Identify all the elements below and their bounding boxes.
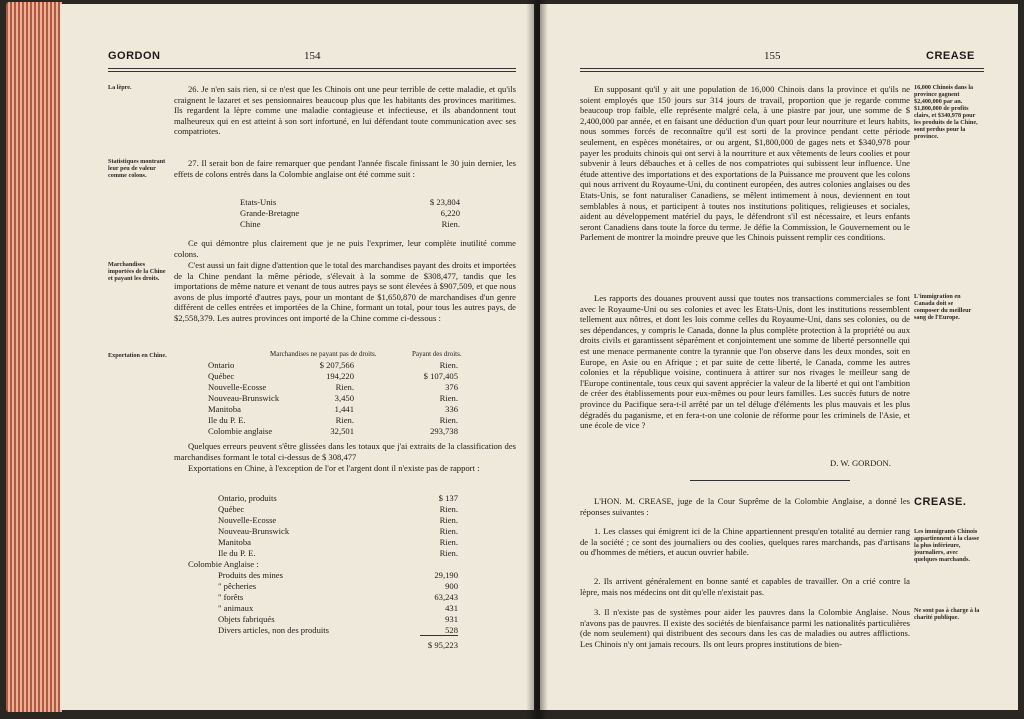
- answer-2: 2. Ils arrivent généralement en bonne santé et capables de travailler. On a crié contre la lèpre, mais nos médecins ont dit qu'elle n'existait pas.: [580, 576, 910, 597]
- table-row-duty: Rien.: [439, 393, 458, 403]
- header-rule: [580, 68, 984, 69]
- export-row-label: Québec: [218, 504, 245, 514]
- table-row-free: 194,220: [326, 371, 354, 381]
- export-row-label: Manitoba: [218, 537, 251, 547]
- cb-row-value: 528: [445, 625, 458, 635]
- export-row-value: Rien.: [439, 504, 458, 514]
- right-page: [540, 4, 1018, 710]
- export-row-value: $ 137: [438, 493, 458, 503]
- colons-label: Chine: [240, 219, 261, 229]
- table-row-free: 32,501: [330, 426, 354, 436]
- paragraph-erreurs: Quelques erreurs peuvent s'être glissées dans les totaux que j'ai extraits de la classification des marchandises formant le total ci-dessus de $ 308,477: [174, 441, 516, 462]
- cb-row-value: 29,190: [434, 570, 458, 580]
- export-row-value: Rien.: [439, 515, 458, 525]
- cb-row-value: 63,243: [434, 592, 458, 602]
- table-header-free: Marchandises ne payant pas de droits.: [270, 350, 377, 358]
- paragraph-27: 27. Il serait bon de faire remarquer que pendant l'année fiscale finissant le 30 juin dernier, les effets de colons entrés dans la Colombie anglaise ont été comme suit :: [174, 158, 516, 179]
- table-row-duty: 376: [445, 382, 458, 392]
- page-number-left: 154: [304, 50, 321, 62]
- export-row-label: Nouvelle-Ecosse: [218, 515, 277, 525]
- export-row-value: Rien.: [439, 537, 458, 547]
- export-row-label: Nouveau-Brunswick: [218, 526, 290, 536]
- paragraph-demontre: Ce qui démontre plus clairement que je ne puis l'exprimer, leur complète inutilité comme colons.: [174, 238, 516, 259]
- margin-note-stats: Statistiques montrant leur peu de valeur comme colons.: [108, 158, 166, 179]
- colons-value: 6,220: [440, 208, 460, 218]
- table-row-free: 3,450: [334, 393, 354, 403]
- answer-1: 1. Les classes qui émigrent ici de la Chine appartiennent presqu'en totalité au dernier rang de la société ; ce sont des journaliers ou des coolies, quelques rares marchands, pas d'artisans ou d'hommes de métiers, et aucun ouvrier habile.: [580, 526, 910, 558]
- margin-note-crease: CREASE.: [914, 496, 967, 508]
- margin-note-lepre: La lèpre.: [108, 84, 132, 91]
- header-rule: [108, 68, 516, 69]
- table-row-province: Québec: [208, 371, 235, 381]
- margin-note-merch: Marchandises importées de la Chine et payant les droits.: [108, 261, 166, 282]
- margin-note-immigration: L'immigration en Canada doit se composer du meilleur sang de l'Europe.: [914, 293, 972, 321]
- margin-note-export: Exportation en Chine.: [108, 352, 167, 359]
- cb-row-label: " animaux: [218, 603, 254, 613]
- table-row-province: Nouveau-Brunswick: [208, 393, 280, 403]
- paragraph-population: En supposant qu'il y ait une population de 16,000 Chinois dans la province et qu'ils ne soient employés que 150 jours sur 314 jours de travail, proportion que je regarde comme beaucoup trop faible, elle représente malgré cela, à une piastre par jour, une somme de $ 2,400,000 par année, et en faisant une déduction d'un quart pour leur nourriture et leurs habits, nous sommes forcés de reconnaître qu'il est sorti de la province pendant cette période seulement, en espèces monétaires, or ou argent, $1,800,000 de gages nets et $340,978 pour payer les produits chinois qui ont servi à la nourriture et aux vêtements de leurs coolies et pour subvenir à leurs débauches et à celles de nos compatriotes qui subissent leur influence. Une étude attentive des importations et des exportations de la Puissance me prouvent que les colons qui nous arrivent du Royaume-Uni, du continent européen, des autres colonies anglaises ou des Etats-Unis, se font naturaliser Canadiens, se mêlent intimement à nous, deviennent en tout semblables à nous, et participent à toutes nos institutions politiques, religieuses et sociales, aident au développement matériel du pays, le défendront s'il est nécessaire, et leurs enfants seront Canadiens dans toute la force du terme. Je défie la Commission, le Gouvernement ou le Parlement de montrer la moindre preuve que les Chinois puissent remplir ces conditions.: [580, 84, 910, 243]
- paragraph-attention: C'est aussi un fait digne d'attention que le total des marchandises payant des droits et importées de la Chine pendant la même période, s'élevait à la somme de $308,477, tandis que les importations de même nature et venant de tous autres pays se sont élevées à $907,509, et que nous avons de plus importé d'autres pays, pour un montant de $1,650,870 de marchandises d'un genre différent de celles entrées et importées de la Chine, formant un total, pour tous les autres pays, de $2,558,379. Les autres provinces ont importé de la Chine comme ci-dessous :: [174, 260, 516, 323]
- margin-note-wages: 16,000 Chinois dans la province gagnent $2,400,000 par an. $1,800,000 de profits clairs, et $340,978 pour les produits de la Chine, sont perdus pour la province.: [914, 84, 978, 140]
- table-row-province: Manitoba: [208, 404, 241, 414]
- table-row-duty: 293,738: [430, 426, 458, 436]
- table-row-duty: Rien.: [439, 415, 458, 425]
- export-row-label: Ontario, produits: [218, 493, 277, 503]
- total-rule: [420, 635, 458, 636]
- cb-row-value: 431: [445, 603, 458, 613]
- table-row-province: Nouvelle-Ecosse: [208, 382, 267, 392]
- export-row-value: Rien.: [439, 526, 458, 536]
- crease-intro: L'HON. M. CREASE, juge de la Cour Suprême de la Colombie Anglaise, a donné les réponses suivantes :: [580, 496, 910, 517]
- table-row-free: $ 207,566: [319, 360, 354, 370]
- colons-value: $ 23,804: [429, 197, 460, 207]
- answer-3: 3. Il n'existe pas de systèmes pour aider les pauvres dans la Colombie Anglaise. Nous n'avons pas de pauvres. Il existe des sociétés de bienfaisance parmi les nationalités particulières (de nom seulement) qui distribuent des secours dans les cas de maladies ou autres afflictions. Les Chinois n'y ont jamais recours. Ils ont leurs propres institutions de bien-: [580, 607, 910, 649]
- export-row-label: Ile du P. E.: [218, 548, 256, 558]
- table-row-province: Colombie anglaise: [208, 426, 273, 436]
- book-page-edges: [6, 2, 62, 712]
- cb-row-label: " forêts: [218, 592, 244, 602]
- table-row-duty: Rien.: [439, 360, 458, 370]
- book-gutter: [526, 0, 548, 719]
- colons-value: Rien.: [441, 219, 460, 229]
- running-header-right: CREASE: [926, 50, 975, 62]
- left-page: [60, 4, 534, 710]
- table-row-duty: 336: [445, 404, 458, 414]
- margin-note-classes: Les immigrants Chinois appartiennent à la classe la plus inférieure, journaliers, avec quelques marchands.: [914, 528, 980, 563]
- cb-row-label: Objets fabriqués: [218, 614, 275, 624]
- paragraph-export: Exportations en Chine, à l'exception de l'or et l'argent dont il n'existe pas de rapport :: [188, 463, 480, 473]
- margin-note-charity: Ne sont pas à charge à la charité publique.: [914, 607, 980, 621]
- section-rule: [690, 480, 850, 481]
- cb-row-label: Produits des mines: [218, 570, 283, 580]
- table-row-province: Ontario: [208, 360, 235, 370]
- cb-row-value: 931: [445, 614, 458, 624]
- cb-row-label: " pêcheries: [218, 581, 257, 591]
- paragraph-douanes: Les rapports des douanes prouvent aussi que toutes nos transactions commerciales se font avec le Royaume-Uni ou ses colonies et avec les Etats-Unis, dont les institutions ressemblent tellement aux nôtres, et dont les lois comme celles du Royaume-Uni, dans ses colonies, ou de ses dépendances, y compris le Canada, donne la plus complète protection à la propriété ou aux droits civils et garantissent séparément et conjointement une somme de liberté personnelle qui est une menace permanente contre la tyrannie que l'on observe dans les deux mondes, soit en Europe, en Asie ou en Afrique ; et par suite de cette liberté, le Canada, comme les autres colonies et la république voisine, continuera à attirer sur nos rivages le meilleur sang de l'Europe continentale, tous ceux qui savent apprécier la valeur de la liberté et qui ont l'ambition de créer des établissements pour eux-mêmes ou pour leurs familles. Les succès futurs de notre province du Pacifique sera-t-il arrêté par un tel déluge d'éléments les plus mauvais et les plus dégradés du paganisme, et en fera-t-on une colonie de réforme pour les criminels de l'Asie, et une école de vice ?: [580, 293, 910, 431]
- signature-gordon: D. W. GORDON.: [830, 458, 891, 468]
- paragraph-26: 26. Je n'en sais rien, si ce n'est que les Chinois ont une peur terrible de cette maladie, et qu'ils craignent le lazaret et ses pensionnaires beaucoup plus que les habitants des provinces maritimes. Ils regardent la lèpre comme une maladie contagieuse et infectieuse, et ils abandonnent tout malheureux qui en est atteint à son sort infortuné, en lui défendant toute communication avec ses compatriotes.: [174, 84, 516, 137]
- colons-label: Grande-Bretagne: [240, 208, 300, 218]
- table-row-duty: $ 107,405: [423, 371, 458, 381]
- header-rule: [580, 71, 984, 72]
- export-total: $ 95,223: [427, 640, 458, 650]
- page-number-right: 155: [764, 50, 781, 62]
- cb-title: Colombie Anglaise :: [188, 559, 259, 569]
- header-rule: [108, 71, 516, 72]
- colons-label: Etats-Unis: [240, 197, 277, 207]
- cb-row-value: 900: [445, 581, 458, 591]
- table-row-province: Ile du P. E.: [208, 415, 246, 425]
- export-row-value: Rien.: [439, 548, 458, 558]
- running-header-left: GORDON: [108, 50, 161, 62]
- table-row-free: Rien.: [335, 415, 354, 425]
- table-row-free: 1,441: [334, 404, 354, 414]
- table-header-duty: Payant des droits.: [412, 350, 462, 358]
- table-row-free: Rien.: [335, 382, 354, 392]
- cb-row-label: Divers articles, non des produits: [218, 625, 329, 635]
